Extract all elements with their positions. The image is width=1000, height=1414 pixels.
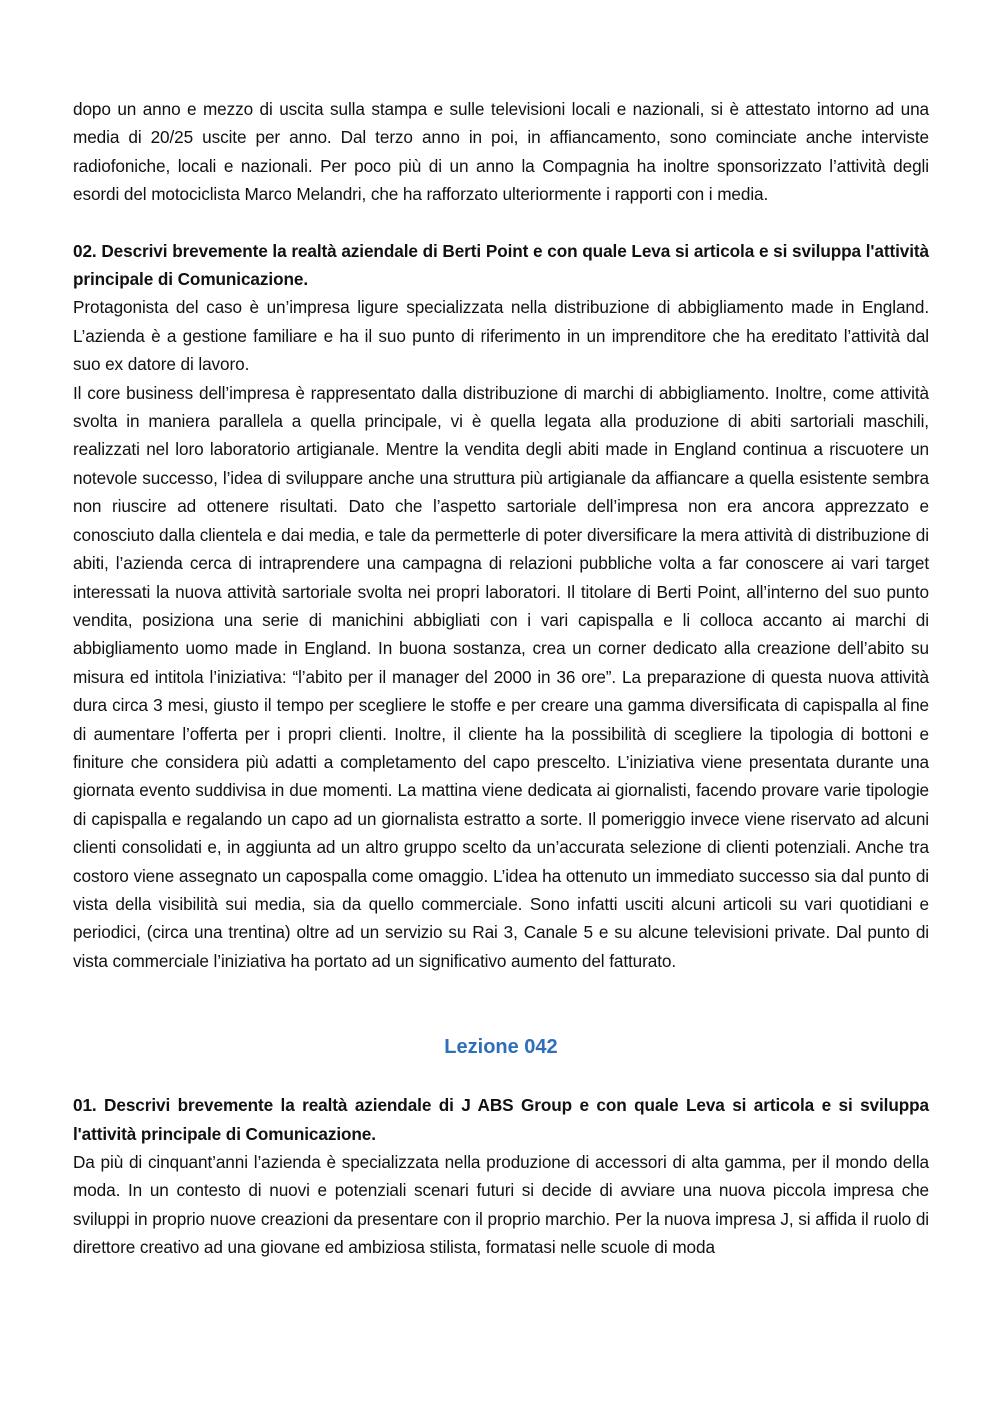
question-01: 01. Descrivi brevemente la realtà aziendale di J ABS Group e con quale Leva si articola e si sviluppa l'attività principale di Comunicazione. [73, 1095, 929, 1144]
paragraph-berti-intro: Protagonista del caso è un’impresa ligure specializzata nella distribuzione di abbigliamento made in England. L’azienda è a gestione familiare e ha il suo punto di riferimento in un imprenditore che ha ereditato l’attività dal suo ex datore di lavoro. [73, 297, 929, 375]
question-02: 02. Descrivi brevemente la realtà aziendale di Berti Point e con quale Leva si articola e si sviluppa l'attività principale di Comunicazione. [73, 240, 929, 290]
document-page [73, 95, 929, 1262]
paragraph-jabs: Da più di cinquant’anni l’azienda è specializzata nella produzione di accessori di alta gamma, per il mondo della moda. In un contesto di nuovi e potenziali scenari futuri si decide di avviare una nuova piccola impresa che sviluppi in proprio nuove creazioni da presentare con il proprio marchio. Per la nuova impresa J, si affida il ruolo di direttore creativo ad una giovane ed ambiziosa stilista, formatasi nelle scuole di moda [73, 1152, 929, 1258]
lesson-heading: Lezione 042 [444, 1036, 558, 1059]
paragraph-intro: dopo un anno e mezzo di uscita sulla stampa e sulle televisioni locali e nazionali, si è attestato intorno ad una media di 20/25 uscite per anno. Dal terzo anno in poi, in affiancamento, sono cominciate anche interviste radiofoniche, locali e nazionali. Per poco più di un anno la Compagnia ha inoltre sponsorizzato l’attività degli esordi del motociclista Marco Melandri, che ha rafforzato ulteriormente i rapporti con i media. [73, 99, 929, 205]
paragraph-berti-body: Il core business dell’impresa è rappresentato dalla distribuzione di marchi di abbigliamento. Inoltre, come attività svolta in maniera parallela a quella principale, vi è quella legata alla produzione di abiti sartoriali maschili, realizzati nel loro laboratorio artigianale. Mentre la vendita degli abiti made in England continua a riscuotere un notevole successo, l’idea di sviluppare anche una struttura più artigianale da affiancare a quella esistente sembra non riuscire ad ottenere risultati. Dato che l’aspetto sartoriale dell’impresa non era ancora apprezzato e conosciuto dalla clientela e dai media, e tale da permetterle di poter diversificare la mera attività di distribuzione di abiti, l’azienda cerca di intraprendere una campagna di relazioni pubbliche volta a far conoscere ai vari target interessati la nuova attività sartoriale svolta nei propri laboratori. Il titolare di Berti Point, all’interno del suo punto vendita, posiziona una serie di manichini abbigliati con i vari capispalla e li colloca accanto ai marchi di abbigliamento uomo made in England. In buona sostanza, crea un corner dedicato alla creazione dell’abito su misura ed intitola l’iniziativa: “l’abito per il manager del 2000 in 36 ore”. La preparazione di questa nuova attività dura circa 3 mesi, giusto il tempo per scegliere le stoffe e per creare una gamma diversificata di capispalla al fine di aumentare l’offerta per i propri clienti. Inoltre, il cliente ha la possibilità di scegliere la tipologia di bottoni e finiture che considera più adatti a completamento del capo prescelto. L’iniziativa viene presentata durante una giornata evento suddivisa in due momenti. La mattina viene dedicata ai giornalisti, facendo provare varie tipologie di capispalla e regalando un capo ad un giornalista estratto a sorte. Il pomeriggio invece viene riservato ad alcuni clienti consolidati e, in aggiunta ad un altro gruppo scelto da un’accurata selezione di clienti potenziali. Anche tra costoro viene assegnato un capospalla come omaggio. L’idea ha ottenuto un immediato successo sia dal punto di vista della visibilità sui media, sia da quello commerciale. Sono infatti usciti alcuni articoli su vari quotidiani e periodici, (circa una trentina) oltre ad un servizio su Rai 3, Canale 5 e su alcune televisioni private. Dal punto di vista commerciale l’iniziativa ha portato ad un significativo aumento del fatturato. [73, 382, 929, 971]
